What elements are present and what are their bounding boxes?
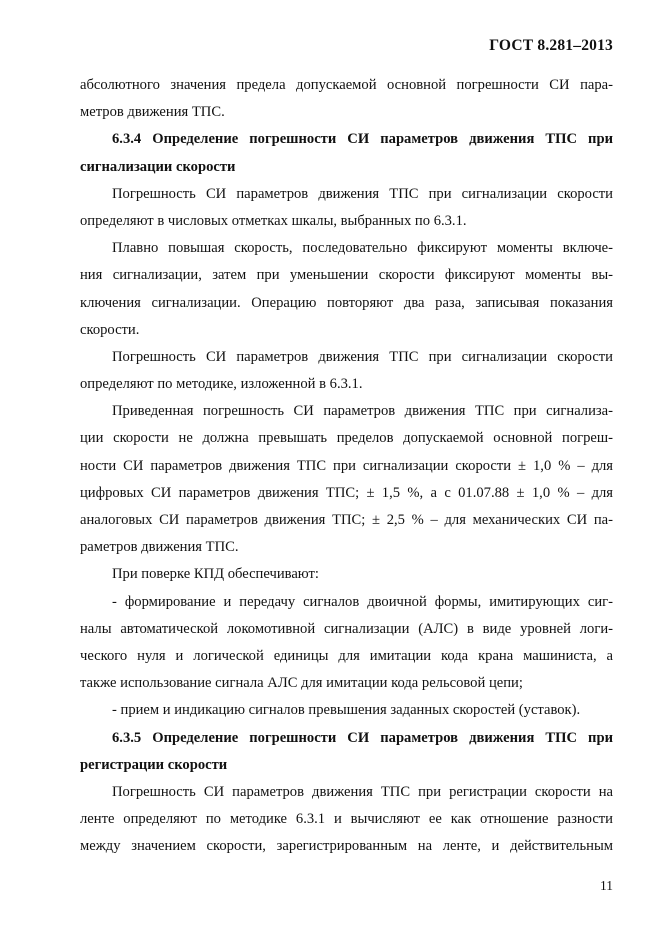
paragraph-line: ческого нуля и логической единицы для имитации кода крана машиниста, а bbox=[80, 647, 613, 664]
paragraph-line: между значением скорости, зарегистрированным на ленте, и действительным bbox=[80, 838, 613, 855]
paragraph-line: Плавно повышая скорость, последовательно фиксируют моменты включе- bbox=[112, 240, 613, 257]
paragraph-line: налы автоматической локомотивной сигнализации (АЛС) в виде уровней логи- bbox=[80, 620, 613, 637]
section-heading-line: сигнализации скорости bbox=[80, 158, 236, 175]
section-heading-line: 6.3.4 Определение погрешности СИ параметров движения ТПС при bbox=[112, 131, 613, 148]
paragraph-line: Погрешность СИ параметров движения ТПС при сигнализации скорости bbox=[112, 348, 613, 365]
paragraph-line: также использование сигнала АЛС для имитации кода рельсовой цепи; bbox=[80, 675, 523, 692]
section-heading-line: 6.3.5 Определение погрешности СИ параметров движения ТПС при bbox=[112, 729, 613, 746]
paragraph-line: раметров движения ТПС. bbox=[80, 539, 239, 556]
page-number: 11 bbox=[600, 878, 613, 893]
paragraph-line: ции скорости не должна превышать пределов допускаемой основной погреш- bbox=[80, 430, 613, 447]
paragraph-line: ния сигнализации, затем при уменьшении скорости фиксируют моменты вы- bbox=[80, 267, 613, 284]
paragraph-line: ности СИ параметров движения ТПС при сигнализации скорости ± 1,0 % – для bbox=[80, 457, 613, 474]
paragraph-line: - прием и индикацию сигналов превышения заданных скоростей (уставок). bbox=[112, 702, 581, 719]
section-heading-line: регистрации скорости bbox=[80, 756, 228, 773]
paragraph-line: определяют по методике, изложенной в 6.3.1. bbox=[80, 376, 363, 393]
paragraph-line: скорости. bbox=[80, 321, 140, 338]
paragraph-line: При поверке КПД обеспечивают: bbox=[112, 566, 319, 583]
paragraph-line: - формирование и передачу сигналов двоичной формы, имитирующих сиг- bbox=[112, 593, 613, 610]
paragraph-line: Приведенная погрешность СИ параметров движения ТПС при сигнализа- bbox=[112, 403, 613, 420]
paragraph-line: метров движения ТПС. bbox=[80, 104, 225, 121]
paragraph-line: Погрешность СИ параметров движения ТПС при сигнализации скорости bbox=[112, 185, 613, 202]
document-header-standard: ГОСТ 8.281–2013 bbox=[489, 37, 613, 54]
paragraph-line: Погрешность СИ параметров движения ТПС при регистрации скорости на bbox=[112, 783, 613, 800]
paragraph-line: цифровых СИ параметров движения ТПС; ± 1,5 %, а с 01.07.88 ± 1,0 % – для bbox=[80, 484, 613, 501]
paragraph-line: ключения сигнализации. Операцию повторяют два раза, записывая показания bbox=[80, 294, 613, 311]
paragraph-line: определяют в числовых отметках шкалы, выбранных по 6.3.1. bbox=[80, 212, 467, 229]
paragraph-line: аналоговых СИ параметров движения ТПС; ± 2,5 % – для механических СИ па- bbox=[80, 512, 613, 528]
paragraph-line: абсолютного значения предела допускаемой основной погрешности СИ пара- bbox=[80, 77, 613, 93]
paragraph-line: ленте определяют по методике 6.3.1 и вычисляют ее как отношение разности bbox=[80, 811, 613, 828]
document-body bbox=[80, 72, 613, 860]
